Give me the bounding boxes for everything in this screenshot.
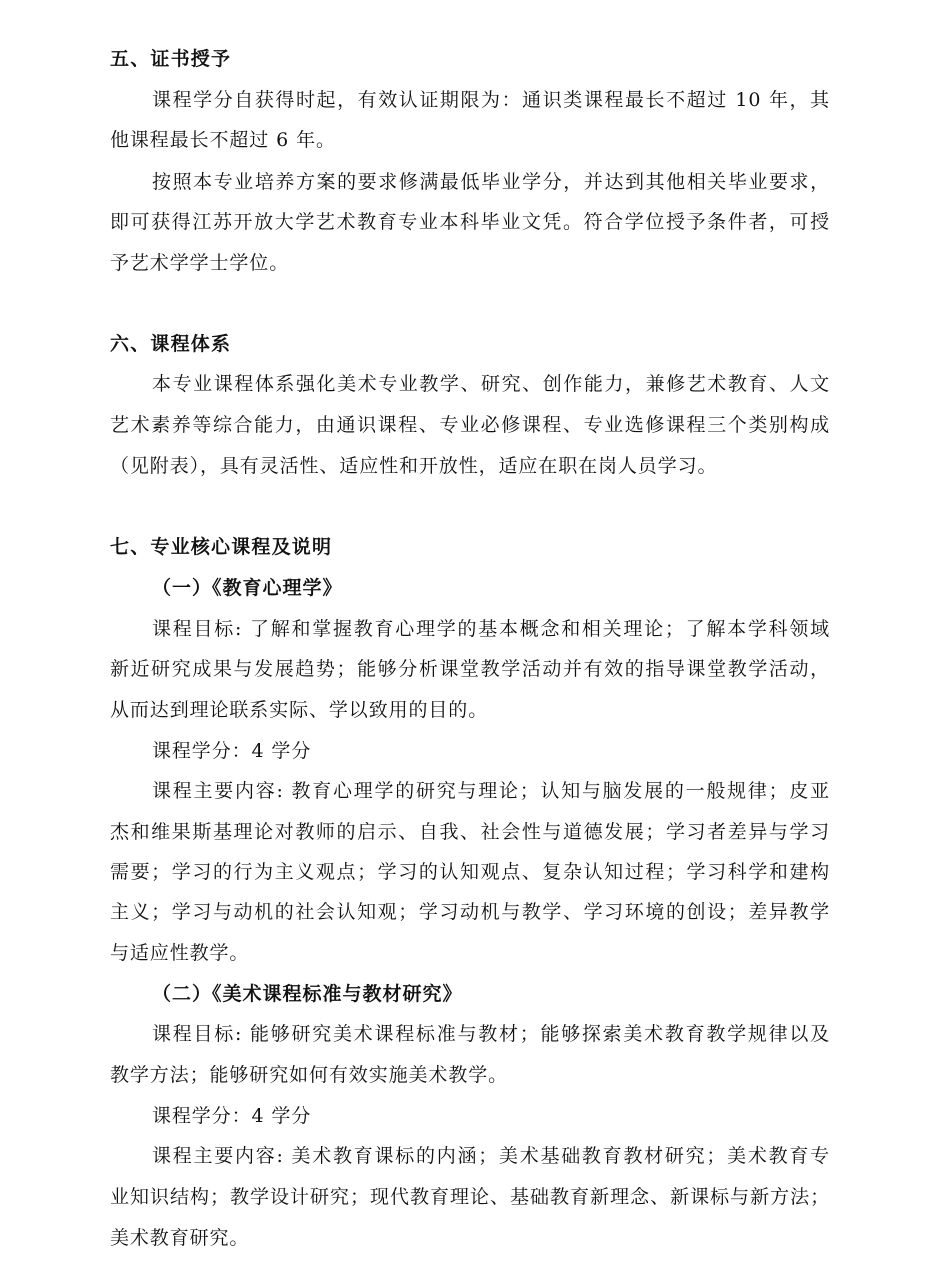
course-content-line: 与适应性教学。 (110, 942, 250, 964)
section-heading-curriculum: 六、课程体系 (110, 333, 232, 355)
course-title: （二）《美术课程标准与教材研究》 (152, 983, 463, 1005)
paragraph-line: 本专业课程体系强化美术专业教学、研究、创作能力，兼修艺术教育、人文 (152, 373, 830, 395)
course-goal-line: 课程目标: 了解和掌握教育心理学的基本概念和相关理论；了解本学科领域 (152, 618, 830, 640)
course-content-line: 美术教育研究。 (110, 1227, 250, 1249)
paragraph-line: 课程学分自获得时起，有效认证期限为：通识类课程最长不超过 10 年，其 (152, 89, 830, 111)
paragraph-line: 他课程最长不超过 6 年。 (110, 129, 336, 151)
paragraph-line: 按照本专业培养方案的要求修满最低毕业学分，并达到其他相关毕业要求， (152, 171, 830, 193)
course-goal-line: 新近研究成果与发展趋势；能够分析课堂教学活动并有效的指导课堂教学活动， (110, 658, 830, 680)
course-content-line: 需要；学习的行为主义观点；学习的认知观点、复杂认知过程；学习科学和建构 (110, 861, 830, 883)
course-goal-line: 课程目标: 能够研究美术课程标准与教材；能够探索美术教育教学规律以及 (152, 1023, 830, 1045)
course-content-line: 课程主要内容: 教育心理学的研究与理论；认知与脑发展的一般规律；皮亚 (152, 780, 830, 802)
course-credit: 课程学分：4 学分 (152, 1105, 312, 1127)
paragraph-line: 艺术素养等综合能力，由通识课程、专业必修课程、专业选修课程三个类别构成 (110, 414, 830, 436)
course-content-line: 课程主要内容: 美术教育课标的内涵；美术基础教育教材研究；美术教育专 (152, 1145, 830, 1167)
course-content-line: 主义；学习与动机的社会认知观；学习动机与教学、学习环境的创设；差异教学 (110, 901, 830, 923)
course-goal-line: 教学方法；能够研究如何有效实施美术教学。 (110, 1064, 509, 1086)
paragraph-line: 予艺术学学士学位。 (110, 252, 290, 274)
section-heading-certificate: 五、证书授予 (110, 48, 232, 70)
course-goal-line: 从而达到理论联系实际、学以致用的目的。 (110, 699, 489, 721)
course-content-line: 业知识结构；教学设计研究；现代教育理论、基础教育新理念、新课标与新方法； (110, 1186, 830, 1208)
course-content-line: 杰和维果斯基理论对教师的启示、自我、社会性与道德发展；学习者差异与学习 (110, 821, 830, 843)
course-credit: 课程学分：4 学分 (152, 740, 312, 762)
section-heading-core-courses: 七、专业核心课程及说明 (110, 536, 333, 558)
paragraph-line: （见附表），具有灵活性、适应性和开放性，适应在职在岗人员学习。 (110, 455, 718, 477)
course-title: （一）《教育心理学》 (152, 577, 343, 599)
paragraph-line: 即可获得江苏开放大学艺术教育专业本科毕业文凭。符合学位授予条件者，可授 (110, 211, 830, 233)
